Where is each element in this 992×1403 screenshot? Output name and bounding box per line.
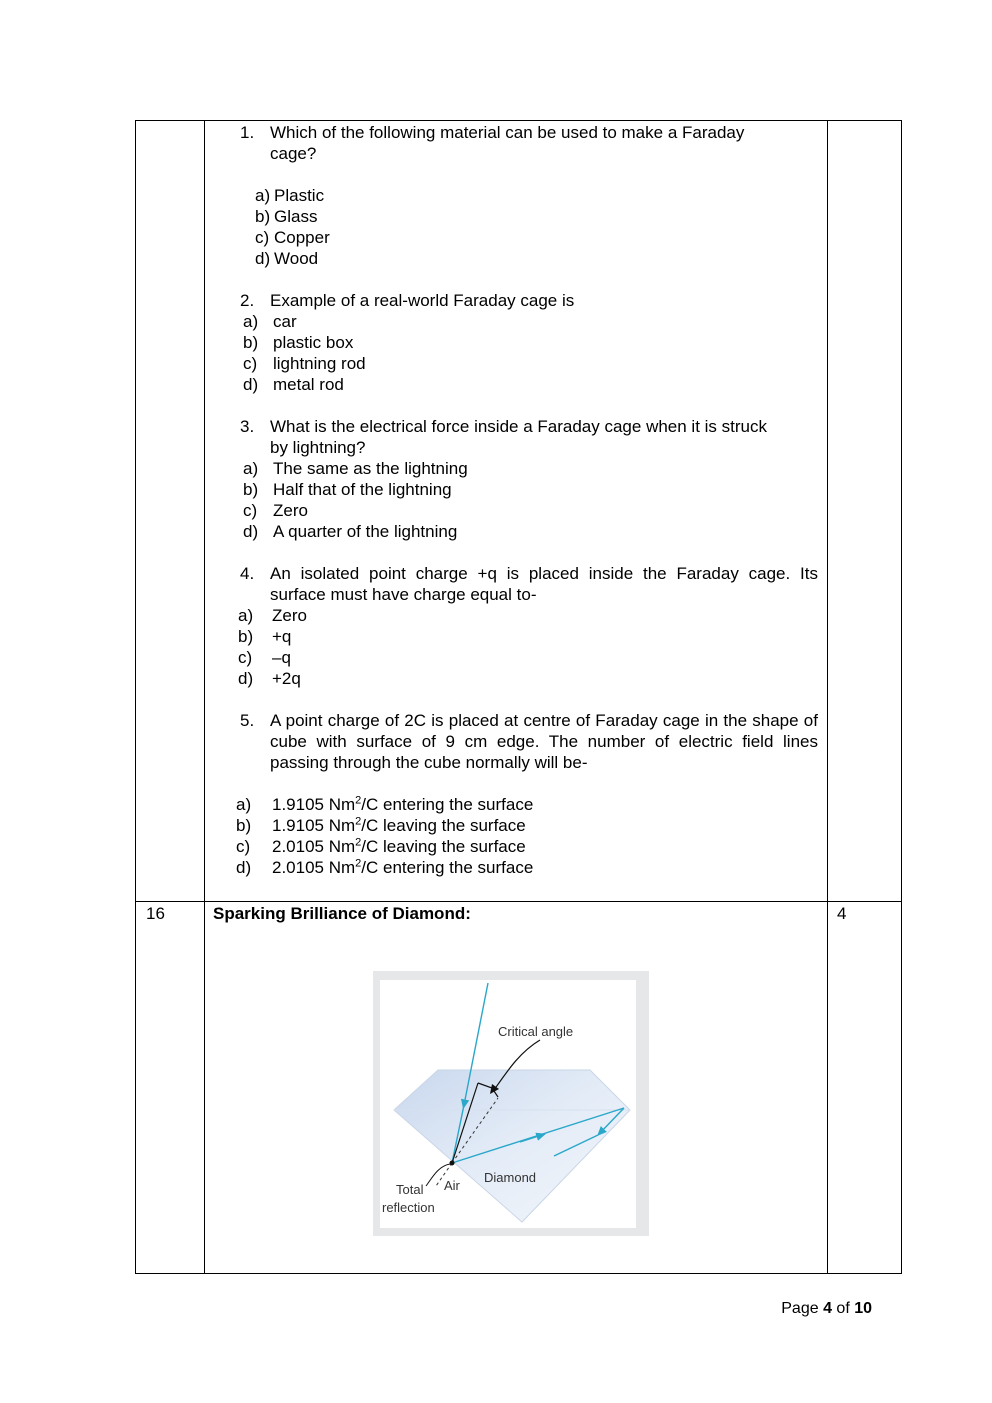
option <box>205 500 827 521</box>
option-label: c) <box>243 501 258 520</box>
option-text: car <box>273 312 297 331</box>
option <box>205 206 827 227</box>
flux-value: 1.9105 Nm <box>272 816 356 835</box>
flux-unit-text: /C entering the surface <box>361 795 534 814</box>
question-text: A point charge of 2C is placed at centre of Faraday cage in the shape of cube with surface of 9 cm edge. The number of electric field lines passing through the cube normally will be- <box>270 711 818 772</box>
total-label: Total <box>396 1182 424 1197</box>
option-label: a) <box>243 459 259 478</box>
option-label: b) <box>243 480 259 499</box>
question-text-line: What is the electrical force inside a Faraday cage when it is struck <box>270 417 767 436</box>
option-label: c) <box>243 354 258 373</box>
marks-value: 4 <box>837 904 847 923</box>
option <box>205 794 827 815</box>
question-number: 1. <box>240 123 255 142</box>
exponent: 2 <box>355 794 362 807</box>
option <box>205 668 827 689</box>
exponent: 2 <box>355 836 362 849</box>
option <box>205 836 827 857</box>
question-number-cell <box>136 121 205 902</box>
diamond-diagram <box>380 980 636 1228</box>
option-text: plastic box <box>273 333 354 352</box>
current-page: 4 <box>823 1300 832 1317</box>
table-row <box>136 902 902 1274</box>
option-text <box>272 836 526 857</box>
options-list <box>205 185 827 269</box>
option <box>205 374 827 395</box>
question-content-cell <box>205 902 828 1274</box>
option-label: d) <box>243 375 259 394</box>
options-list <box>205 458 827 542</box>
option <box>205 332 827 353</box>
question-text-line: by lightning? <box>270 438 366 457</box>
option-label: c) <box>238 648 253 667</box>
marks-cell <box>828 902 902 1274</box>
question-number: 3. <box>240 417 255 436</box>
option-label: c) <box>236 837 251 856</box>
option-text: Half that of the lightning <box>273 480 452 499</box>
option-label: b) <box>243 333 259 352</box>
question-5 <box>205 710 827 773</box>
option-label: b) <box>255 207 271 226</box>
question-content-cell <box>205 121 828 902</box>
option-label: a) <box>255 186 271 205</box>
question-number-cell <box>136 902 205 1274</box>
marks-cell <box>828 121 902 902</box>
option-label: a) <box>236 795 252 814</box>
question-number: 4. <box>240 564 255 583</box>
option-label: d) <box>236 858 252 877</box>
question-text-line: Which of the following material can be used to make a Faraday <box>270 123 745 142</box>
option <box>205 311 827 332</box>
option-text: –q <box>272 648 291 667</box>
diamond-label: Diamond <box>484 1170 537 1185</box>
option-text: Zero <box>273 501 308 520</box>
option-text <box>272 857 533 878</box>
option-text: Zero <box>272 606 307 625</box>
option-label: a) <box>243 312 259 331</box>
option <box>205 248 827 269</box>
page-prefix: Page <box>781 1300 824 1317</box>
option <box>205 185 827 206</box>
question-table <box>135 120 902 1274</box>
question-title: Sparking Brilliance of Diamond: <box>213 904 471 923</box>
option-label: d) <box>255 249 271 268</box>
reflection-label: reflection <box>382 1200 435 1215</box>
exponent: 2 <box>355 857 362 870</box>
table-row <box>136 121 902 902</box>
option-text: lightning rod <box>273 354 366 373</box>
reflection-point <box>450 1161 455 1166</box>
case-study-questions <box>205 122 827 878</box>
flux-unit-text: /C leaving the surface <box>361 816 526 835</box>
option-label: c) <box>255 228 270 247</box>
option <box>205 521 827 542</box>
option <box>205 227 827 248</box>
diamond-figure <box>373 971 649 1236</box>
flux-value: 2.0105 Nm <box>272 858 356 877</box>
flux-value: 1.9105 Nm <box>272 795 356 814</box>
option-text: metal rod <box>273 375 344 394</box>
option-text <box>272 794 533 815</box>
option-text: Glass <box>274 207 318 226</box>
option <box>205 458 827 479</box>
question-4 <box>205 563 827 605</box>
options-list <box>205 311 827 395</box>
question-text: Example of a real-world Faraday cage is <box>270 291 575 310</box>
options-list <box>205 794 827 878</box>
option <box>205 815 827 836</box>
page-of: of <box>831 1300 855 1317</box>
option-label: d) <box>243 522 259 541</box>
flux-unit-text: /C leaving the surface <box>361 837 526 856</box>
option <box>205 605 827 626</box>
exponent: 2 <box>355 815 362 828</box>
question-text-line: cage? <box>270 144 317 163</box>
option-text: +q <box>272 627 292 646</box>
option-text: The same as the lightning <box>273 459 468 478</box>
air-label: Air <box>444 1178 460 1193</box>
option-text: +2q <box>272 669 301 688</box>
option-text: Copper <box>274 228 330 247</box>
question-2 <box>205 290 827 311</box>
question-number: 5. <box>240 711 255 730</box>
options-list <box>205 605 827 689</box>
option <box>205 479 827 500</box>
question-3 <box>205 416 827 458</box>
critical-angle-label: Critical angle <box>498 1024 574 1039</box>
option <box>205 626 827 647</box>
flux-unit-text: /C entering the surface <box>361 858 534 877</box>
question-text <box>270 416 818 458</box>
question-text: An isolated point charge +q is placed inside the Faraday cage. Its surface must have charge equal to- <box>270 564 818 604</box>
option <box>205 353 827 374</box>
option <box>205 857 827 878</box>
page-footer <box>781 1300 872 1318</box>
question-1 <box>205 122 827 164</box>
figure-canvas <box>380 980 636 1228</box>
option <box>205 647 827 668</box>
flux-value: 2.0105 Nm <box>272 837 356 856</box>
question-text <box>270 122 818 164</box>
option-label: d) <box>238 669 254 688</box>
option-text: Plastic <box>274 186 325 205</box>
total-pages: 10 <box>854 1300 872 1317</box>
option-text <box>272 815 526 836</box>
option-text: A quarter of the lightning <box>273 522 458 541</box>
option-label: b) <box>238 627 254 646</box>
option-label: b) <box>236 816 252 835</box>
question-number: 16 <box>146 904 165 923</box>
question-number: 2. <box>240 291 255 310</box>
option-text: Wood <box>274 249 319 268</box>
option-label: a) <box>238 606 254 625</box>
